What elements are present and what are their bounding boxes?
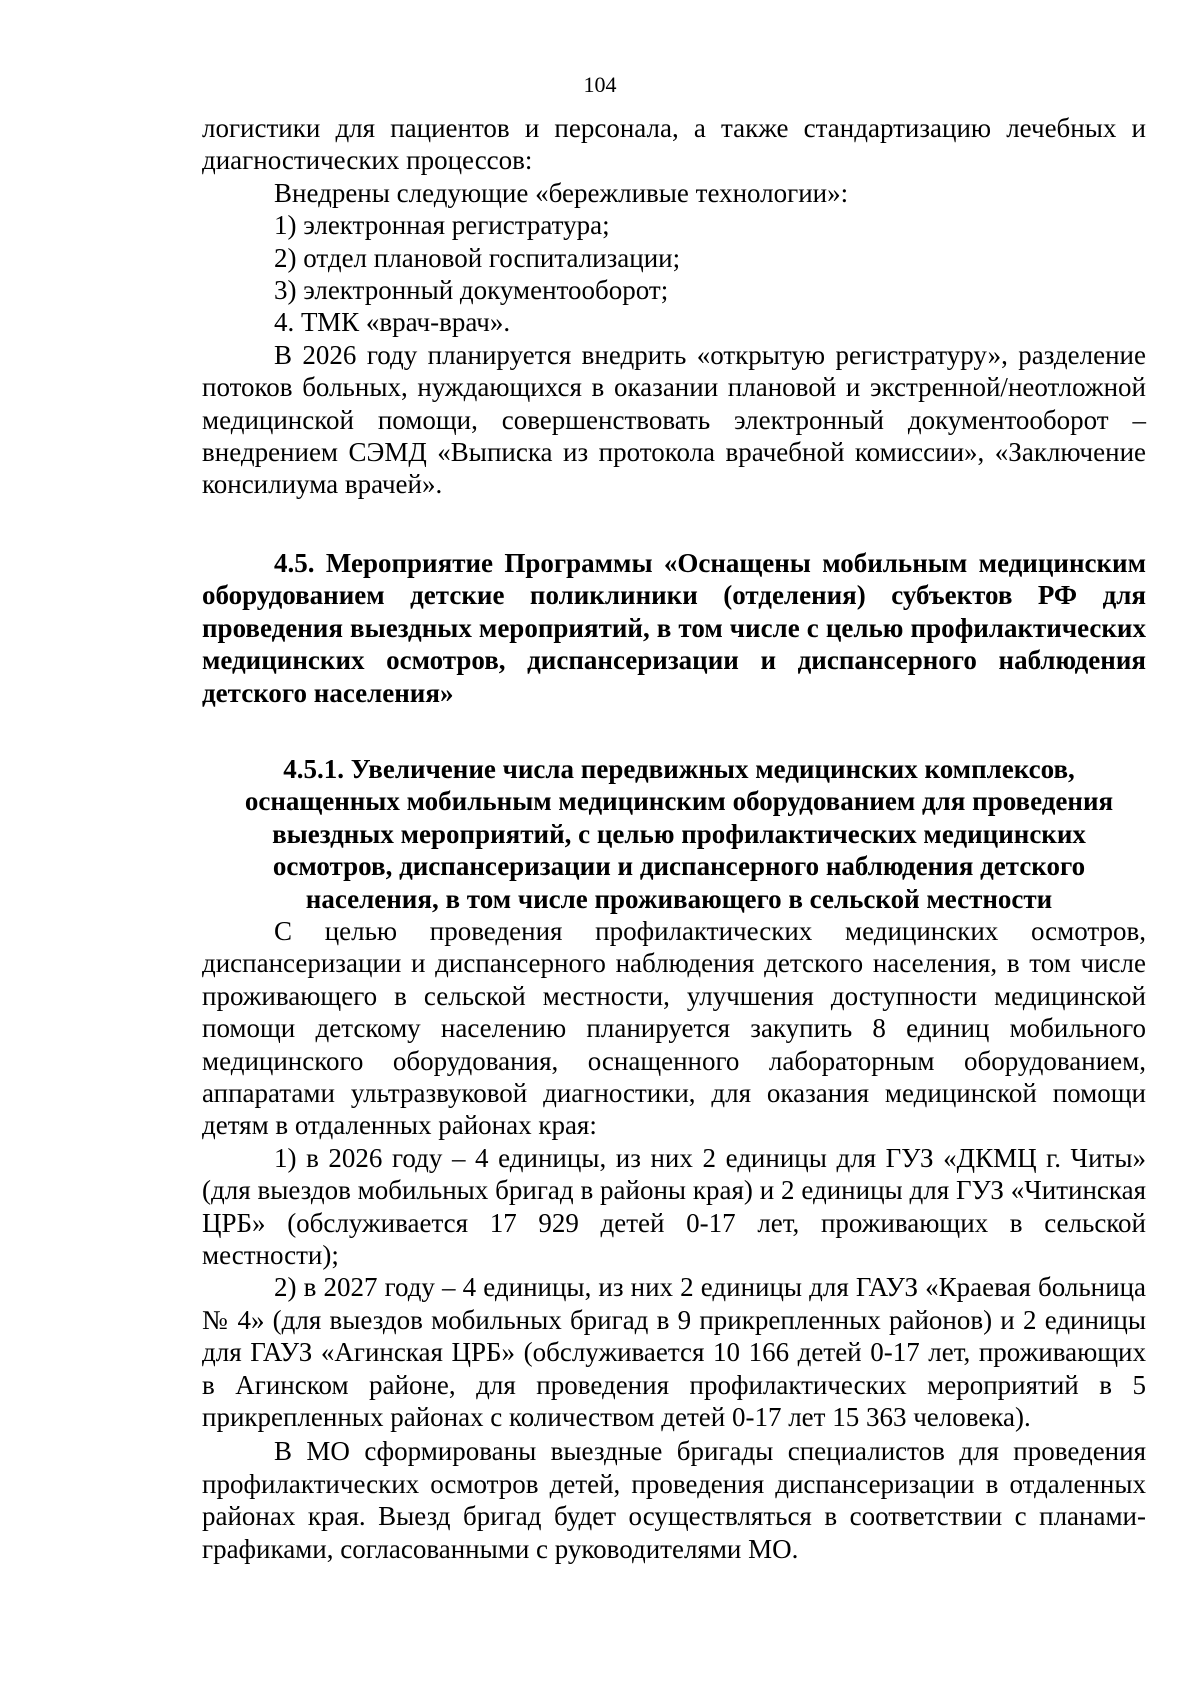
heading-line: 4.5.1. Увеличение числа передвижных медицинских комплексов, bbox=[283, 753, 1075, 784]
lean-item-3: 3) электронный документооборот; bbox=[274, 275, 669, 306]
paragraph-item-2027: 2) в 2027 году – 4 единицы, из них 2 единицы для ГАУЗ «Краевая больница № 4» (для выездов мобильных бригад в 9 прикрепленных районов) и 2 единицы для ГАУЗ «Агинская ЦРБ» (обслуживается 10 166 детей 0-17 лет, проживающих в Агинском районе, для проведения профилактических мероприятий в 5 прикрепленных районах с количеством детей 0-17 лет 15 363 человека). bbox=[202, 1272, 1146, 1433]
lean-item-4: 4. ТМК «врач-врач». bbox=[274, 307, 511, 338]
document-body bbox=[202, 112, 1146, 1565]
spacer bbox=[202, 501, 1146, 547]
heading-line: осмотров, диспансеризации и диспансерного наблюдения детского bbox=[272, 851, 1086, 882]
paragraph-brigades: В МО сформированы выездные бригады специалистов для проведения профилактических осмотров детей, проведения диспансеризации в отдаленных районах края. Выезд бригад будет осуществляться в соответствии с планами-графиками, согласованными с руководителями МО. bbox=[202, 1436, 1146, 1564]
page-number: 104 bbox=[583, 72, 617, 97]
paragraph-plan-2026: В 2026 году планируется внедрить «открытую регистратуру», разделение потоков больных, нуждающихся в оказании плановой и экстренной/неотложной медицинской помощи, совершенствовать электронный документооборот – внедрением СЭМД «Выписка из протокола врачебной комиссии», «Заключение консилиума врачей». bbox=[202, 339, 1146, 500]
section-heading-4-5: 4.5. Мероприятие Программы «Оснащены мобильным медицинским оборудованием детские поликлиники (отделения) субъектов РФ для проведения выездных мероприятий, в том числе с целью профилактических медицинских осмотров, диспансеризации и диспансерного наблюдения детского населения» bbox=[202, 547, 1146, 708]
spacer bbox=[202, 709, 1146, 753]
paragraph-item-2026: 1) в 2026 году – 4 единицы, из них 2 единицы для ГУЗ «ДКМЦ г. Читы» (для выездов мобильных бригад в районы края) и 2 единицы для ГУЗ «Читинская ЦРБ» (обслуживается 17 929 детей 0-17 лет, проживающих в сельской местности); bbox=[202, 1142, 1146, 1270]
lean-item-1: 1) электронная регистратура; bbox=[274, 210, 610, 241]
paragraph-goal: С целью проведения профилактических медицинских осмотров, диспансеризации и диспансерного наблюдения детского населения, в том числе проживающего в сельской местности, улучшения доступности медицинской помощи детскому населению планируется закупить 8 единиц мобильного медицинского оборудования, оснащенного лабораторным оборудованием, аппаратами ультразвуковой диагностики, для оказания медицинской помощи детям в отдаленных районах края: bbox=[202, 915, 1146, 1141]
heading-line: оснащенных мобильным медицинским оборудованием для проведения bbox=[244, 786, 1114, 817]
lean-item-2: 2) отдел плановой госпитализации; bbox=[274, 242, 681, 273]
subsection-heading-4-5-1 bbox=[202, 753, 1146, 915]
heading-line: выездных мероприятий, с целью профилактических медицинских bbox=[272, 818, 1086, 849]
paragraph-lean-intro: Внедрены следующие «бережливые технологии»: bbox=[274, 177, 849, 208]
paragraph-intro-continued: логистики для пациентов и персонала, а также стандартизацию лечебных и диагностических процессов: bbox=[202, 113, 1146, 176]
heading-line: населения, в том числе проживающего в сельской местности bbox=[305, 883, 1053, 914]
